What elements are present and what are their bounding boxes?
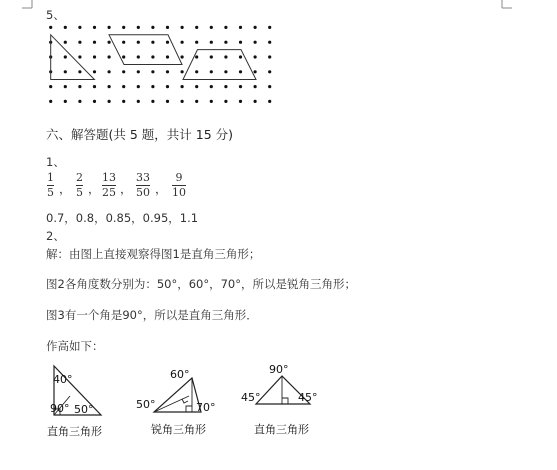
fraction-2: 2 5 [76,171,83,199]
grid-dot [108,85,111,88]
solution-line-4: 作高如下： [46,339,104,353]
answer-1-label: 1、 [46,155,65,169]
figure-2-angle-right: 70° [196,401,216,414]
grid-dot [210,26,213,29]
fraction-separator: ， [155,182,168,196]
grid-dot [64,85,67,88]
grid-dot [137,100,140,103]
grid-dot [122,85,125,88]
grid-dot [195,100,198,103]
grid-dot [181,55,184,58]
grid-dot [151,41,154,44]
grid-dot [122,100,125,103]
grid-dot [268,26,271,29]
grid-dot [239,55,242,58]
grid-dot [108,41,111,44]
grid-dot [108,70,111,73]
grid-dot [64,70,67,73]
grid-dot [254,100,257,103]
grid-dot [181,26,184,29]
figure-2-angle-left: 50° [136,398,156,411]
grid-dot [64,55,67,58]
solution-line-3: 图3有一个角是90°，所以是直角三角形． [46,308,258,322]
answer-2-label: 2、 [46,229,65,243]
crop-mark-top-left [22,0,34,10]
grid-dot [224,41,227,44]
grid-dot [210,100,213,103]
grid-dot [93,85,96,88]
grid-dot [78,100,81,103]
grid-dot [254,26,257,29]
grid-dot [151,70,154,73]
section-title: 六、解答题(共 5 题，共计 15 分) [46,127,234,142]
grid-dot [49,85,52,88]
parallelogram-shape [109,35,182,65]
fraction-separator: ， [59,182,72,196]
grid-dot [49,100,52,103]
grid-dot [151,26,154,29]
grid-dot [210,55,213,58]
figure-3-angle-top: 90° [269,363,289,376]
grid-dot [64,100,67,103]
grid-dot [122,55,125,58]
figure-1-angle-top: 40° [53,373,73,386]
figure-3-angle-left: 45° [241,391,261,404]
grid-dot [181,41,184,44]
grid-dot [254,85,257,88]
figure-1-angle-bottom: 50° [74,403,94,416]
grid-dot [195,26,198,29]
grid-dot [78,41,81,44]
fraction-4: 33 50 [136,171,150,199]
grid-dot [254,55,257,58]
question-5-label: 5、 [46,8,65,22]
grid-dot [195,85,198,88]
grid-dot [137,41,140,44]
decimal-list: 0.7，0.8，0.85，0.95，1.1 [46,211,199,225]
grid-dot [239,85,242,88]
grid-dot [49,26,52,29]
grid-dot [239,41,242,44]
grid-dot [210,70,213,73]
fraction-separator: ， [88,182,101,196]
grid-dot [195,55,198,58]
dot-grid-figure [40,22,280,114]
grid-dot [239,70,242,73]
grid-dot [78,26,81,29]
grid-dot [166,26,169,29]
grid-dot [166,100,169,103]
fraction-separator: ， [120,182,133,196]
grid-dot [181,70,184,73]
grid-dot [122,26,125,29]
fraction-3: 13 25 [102,171,116,199]
grid-dot [268,41,271,44]
grid-dot [195,70,198,73]
solution-line-2: 图2各角度数分别为：50°，60°，70°，所以是锐角三角形； [46,277,356,291]
grid-dot [210,85,213,88]
figure-2-angle-top: 60° [170,368,190,381]
grid-dot [78,55,81,58]
grid-dot [151,100,154,103]
grid-dot [268,85,271,88]
grid-dot [224,55,227,58]
grid-dot [93,55,96,58]
grid-dot [137,26,140,29]
grid-dot [108,55,111,58]
grid-dot [210,41,213,44]
grid-dot [268,100,271,103]
grid-dot [122,70,125,73]
grid-dot [151,55,154,58]
grid-dot [166,55,169,58]
figure-1-caption: 直角三角形 [47,425,102,438]
grid-dot [254,41,257,44]
grid-dot [268,70,271,73]
figure-1-angle-right: 90° [50,402,70,415]
figure-3-caption: 直角三角形 [254,423,309,436]
solution-line-1: 解：由图上直接观察得图1是直角三角形； [46,247,261,261]
grid-dot [64,41,67,44]
figure-3-angle-right: 45° [298,391,318,404]
grid-dot [122,41,125,44]
figure-2-caption: 锐角三角形 [151,423,206,436]
grid-dot [93,70,96,73]
grid-dot [93,26,96,29]
crop-mark-top-right [500,0,512,10]
grid-dot [64,26,67,29]
grid-dot [254,70,257,73]
grid-dot [224,26,227,29]
grid-dot [239,26,242,29]
grid-dot [166,70,169,73]
grid-dot [268,55,271,58]
grid-dot [181,85,184,88]
grid-dot [137,55,140,58]
grid-dot [78,85,81,88]
fraction-1: 1 5 [47,171,54,199]
grid-dot [224,100,227,103]
right-triangle-shape [51,35,95,80]
grid-dot [195,41,198,44]
grid-dot [78,70,81,73]
grid-dot [137,70,140,73]
grid-dot [108,100,111,103]
grid-dot [166,41,169,44]
grid-dot [224,85,227,88]
grid-dot [151,85,154,88]
grid-dot [93,100,96,103]
fraction-5: 9 10 [172,171,186,199]
grid-dot [239,100,242,103]
grid-dots [49,26,271,114]
grid-dot [166,85,169,88]
grid-dot [224,70,227,73]
grid-dot [108,26,111,29]
grid-dot [137,85,140,88]
grid-dot [93,41,96,44]
trapezoid-shape [183,50,256,80]
grid-dot [181,100,184,103]
